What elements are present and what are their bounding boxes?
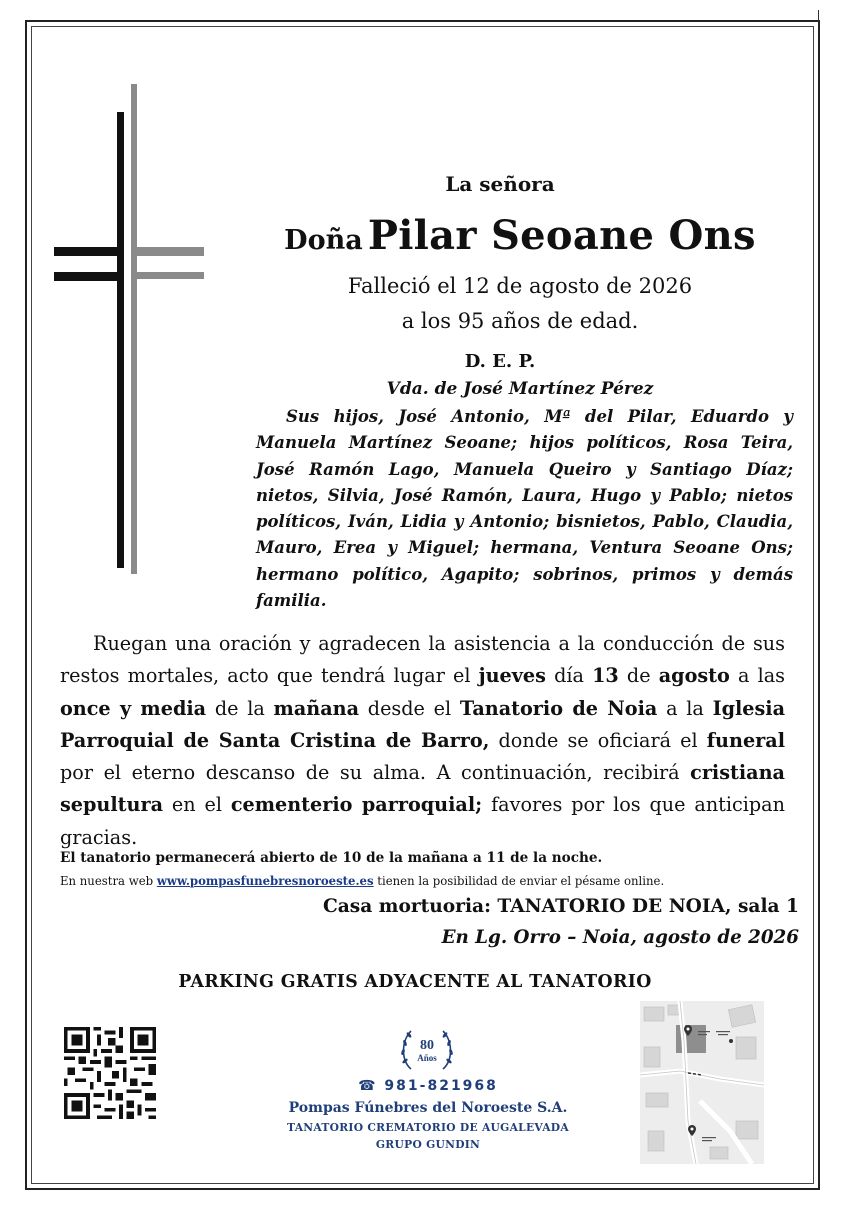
ceremony-text: de la (206, 696, 274, 720)
ceremony-text: en el (163, 793, 231, 817)
ceremony-burial: cristiana sepultura (60, 761, 785, 817)
ceremony-cemetery: cementerio parroquial; (230, 793, 483, 817)
ceremony-text: Ruegan una oración y agradecen la asistencia a la conducción de sus restos mortales, acto que tendrá lugar el (60, 632, 785, 688)
widow-of: Vda. de José Martínez Pérez (386, 379, 654, 399)
ceremony-month: agosto (658, 664, 730, 688)
ceremony-text: a las (729, 664, 785, 688)
web-line (60, 874, 664, 888)
ceremony-text: favores por los que anticipan gracias. (60, 793, 785, 849)
qr-code-icon[interactable] (64, 1027, 156, 1119)
web-link[interactable]: www.pompasfunebresnoroeste.es (156, 874, 374, 888)
ceremony-date-number: 13 (592, 664, 619, 688)
web-suffix: tienen la posibilidad de enviar el pésame online. (377, 874, 665, 888)
ceremony-church: Iglesia Parroquial de Santa Cristina de Barro, (60, 696, 786, 752)
80-years-laurel-logo (397, 1025, 457, 1075)
corner-mark (818, 10, 819, 22)
location-map[interactable] (640, 1001, 764, 1164)
age-at-death: a los 95 años de edad. (401, 309, 639, 333)
crematorio-name: TANATORIO CREMATORIO DE AUGALEVADA (287, 1121, 569, 1134)
death-date: Falleció el 12 de agosto de 2026 (347, 274, 693, 298)
group-name: GRUPO GUNDIN (375, 1138, 481, 1151)
ceremony-paragraph (60, 628, 785, 854)
ceremony-funeral: funeral (706, 728, 785, 752)
ceremony-text: por el eterno descanso de su alma. A continuación, recibirá (60, 761, 691, 785)
phone-line (300, 1078, 556, 1094)
casa-mortuoria: Casa mortuoria: TANATORIO DE NOIA, sala 1 (322, 896, 799, 917)
ceremony-text: donde se oficiará el (489, 728, 707, 752)
tanatorio-hours: El tanatorio permanecerá abierto de 10 de la mañana a 11 de la noche. (60, 850, 603, 866)
web-prefix: En nuestra web (60, 874, 154, 888)
ceremony-day: jueves (478, 664, 546, 688)
company-name: Pompas Fúnebres del Noroeste S.A. (288, 1100, 568, 1116)
cross-icon (50, 80, 210, 580)
name-prefix: Doña (284, 225, 363, 256)
deceased-name: Pilar Seoane Ons (367, 212, 756, 259)
place-date: En Lg. Orro – Noia, agosto de 2026 (441, 927, 799, 948)
logo-number: 80 (420, 1038, 434, 1053)
intro: La señora (445, 172, 555, 196)
phone-icon: ☎ (358, 1078, 378, 1094)
family-list: Sus hijos, José Antonio, Mª del Pilar, Eduardo y Manuela Martínez Seoane; hijos políticos, Rosa Teira, José Ramón Lago, Manuela Queiro y Santiago Díaz; nietos, Silvia, José Ramón, Laura, Hugo y Pablo; nietos políticos, Iván, Lidia y Antonio; bisnietos, Pablo, Claudia, Mauro, Erea y Miguel; hermana, Ventura Seoane Ons; hermano político, Agapito; sobrinos, primos y demás familia. (256, 407, 793, 611)
ceremony-text: desde el (359, 696, 460, 720)
rip: D. E. P. (464, 351, 536, 372)
parking-notice: PARKING GRATIS ADYACENTE AL TANATORIO (178, 972, 652, 992)
ceremony-text: de (618, 664, 659, 688)
ceremony-text: día (545, 664, 593, 688)
ceremony-text: a la (657, 696, 713, 720)
ceremony-origin: Tanatorio de Noia (459, 696, 658, 720)
ceremony-daypart: mañana (273, 696, 360, 720)
phone-number: 981-821968 (384, 1078, 498, 1094)
ceremony-time: once y media (60, 696, 207, 720)
logo-word: Años (417, 1053, 437, 1063)
deceased-name-line (240, 212, 800, 259)
